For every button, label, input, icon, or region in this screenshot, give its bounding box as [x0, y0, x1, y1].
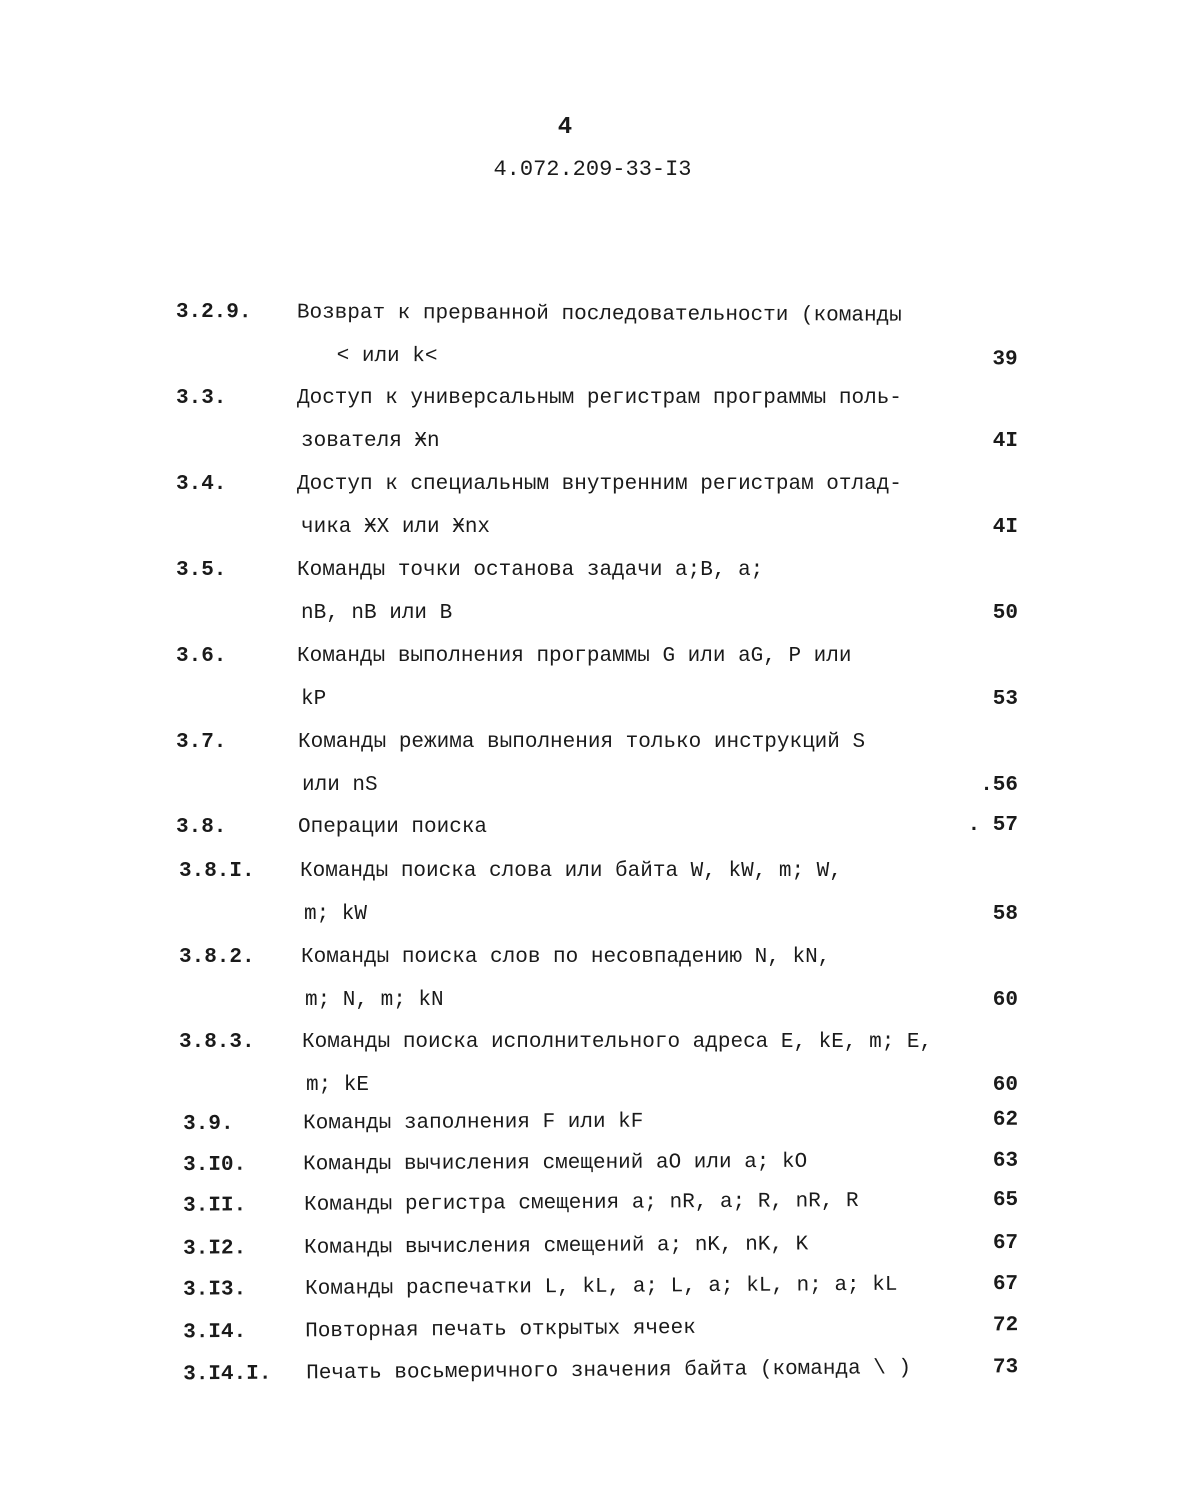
toc-entry-title	[297, 635, 947, 721]
toc-entry-title-line: зователя Ӿn	[301, 430, 440, 453]
toc-entry-page: 58	[992, 903, 1018, 926]
toc-entry-title-line: Команды выполнения программы G или aG, P или	[297, 645, 852, 668]
toc-entry-number: 3.8.3.	[179, 1031, 255, 1054]
toc-entry-number: 3.3.	[176, 387, 227, 410]
toc-entry-title-line: или nS	[302, 774, 378, 797]
toc-entry-title-line: m; kW	[304, 903, 368, 926]
toc-entry-page: 60	[992, 989, 1018, 1012]
toc-entry-title-line: Доступ к универсальным регистрам программы поль-	[297, 387, 902, 410]
toc-entry-page: 39	[992, 348, 1018, 372]
toc-entry-title-line: kP	[301, 688, 327, 711]
toc-entry-title	[297, 292, 947, 381]
toc-entry-number: 3.I4.	[183, 1320, 247, 1345]
toc-entry-title-line: Команды режима выполнения только инструкций S	[298, 731, 866, 754]
toc-entry-page: .56	[980, 774, 1018, 797]
toc-entry-page: 73	[992, 1356, 1019, 1380]
toc-entry-number: 3.6.	[176, 645, 227, 668]
toc-entry-number: 3.8.I.	[179, 860, 255, 883]
toc-entry-page: 4I	[992, 516, 1018, 539]
toc-entry-title	[298, 806, 948, 849]
toc-entry-number: 3.I2.	[183, 1237, 247, 1261]
toc-entry-title-line: Команды вычисления смещений aO или a; kO	[303, 1150, 808, 1177]
toc-entry-title-line: Операции поиска	[298, 816, 488, 839]
toc-entry-title-line: Доступ к специальным внутренним регистрам отлад-	[297, 473, 902, 496]
toc-entry-number: 3.7.	[176, 731, 227, 754]
toc-entry-page: 60	[992, 1074, 1018, 1097]
toc-entry-number: 3.8.	[176, 816, 227, 839]
toc-entry-page: 65	[992, 1188, 1019, 1213]
toc-entry-number: 3.II.	[183, 1194, 247, 1218]
toc-entry-page: 53	[992, 688, 1018, 711]
toc-entry-page: . 57	[967, 814, 1018, 837]
toc-entry-title	[304, 1179, 954, 1227]
toc-entry-title-line: Повторная печать открытых ячеек	[305, 1316, 696, 1344]
toc-entry-number: 3.4.	[176, 473, 227, 496]
toc-entry-title	[301, 936, 951, 1022]
toc-entry-title-line: Команды поиска слов по несовпадению N, kN,	[301, 946, 831, 969]
toc-entry-title	[302, 1021, 952, 1107]
toc-entry-title	[297, 377, 947, 463]
toc-entry-title-line: чика ӾX или Ӿnx	[301, 516, 491, 539]
toc-entry-page: 63	[992, 1149, 1019, 1173]
toc-entry-title	[300, 850, 950, 936]
toc-entry-title-line: Команды поиска исполнительного адреса E, kE, m; E,	[302, 1031, 933, 1054]
toc-entry-title-line: Команды регистра смещения a; nR, a; R, nR, R	[304, 1190, 859, 1217]
toc-entry-title-line: Возврат к прерванной последовательности (команды	[296, 301, 902, 328]
page-number: 4	[557, 114, 573, 141]
toc-entry-title	[303, 1099, 953, 1145]
toc-entry-title-line: Команды заполнения F или kF	[303, 1110, 644, 1136]
toc-entry-title	[305, 1305, 955, 1354]
toc-entry-number: 3.2.9.	[175, 300, 252, 325]
toc-entry-title-line: Команды распечатки L, kL, a; L, a; kL, n; a; kL	[305, 1273, 898, 1301]
toc-entry	[0, 290, 1200, 372]
toc-entry-number: 3.I3.	[183, 1278, 247, 1302]
toc-entry-title	[298, 721, 948, 807]
toc-entry-title	[304, 1222, 954, 1270]
toc-entry-title-line: Печать восьмеричного значения байта (команда \ )	[306, 1357, 912, 1386]
toc-entry-title-line: Команды вычисления смещений a; nK, nK, K	[304, 1233, 809, 1260]
toc-entry-title	[297, 463, 947, 549]
toc-entry-title-line: nB, nB или B	[301, 602, 453, 625]
toc-entry-page: 50	[992, 602, 1018, 625]
toc-entry-number: 3.8.2.	[179, 946, 255, 969]
toc-entry-title-line: Команды точки останова задачи a;B, a;	[297, 559, 764, 582]
toc-entry-page: 4I	[992, 430, 1018, 453]
toc-entry-number: 3.5.	[176, 559, 227, 582]
document-code: 4.072.209-33-I3	[493, 157, 692, 182]
toc-entry-title	[297, 549, 947, 635]
toc-entry-page: 62	[992, 1108, 1019, 1132]
toc-entry-page: 67	[992, 1231, 1019, 1256]
toc-entry-number: 3.I0.	[183, 1153, 247, 1178]
toc-entry-title-line: < или k<	[336, 344, 438, 369]
toc-entry-page: 72	[992, 1314, 1019, 1338]
toc-entry-title-line: m; N, m; kN	[305, 989, 444, 1012]
toc-entry-title-line: m; kE	[306, 1074, 370, 1097]
toc-entry-title-line: Команды поиска слова или байта W, kW, m; W,	[300, 860, 842, 883]
toc-entry-number: 3.9.	[183, 1112, 234, 1137]
toc-entry-title	[306, 1347, 956, 1396]
toc-entry-title	[305, 1263, 955, 1311]
toc-entry-number: 3.I4.I.	[183, 1362, 272, 1387]
toc-entry-page: 67	[992, 1272, 1019, 1297]
